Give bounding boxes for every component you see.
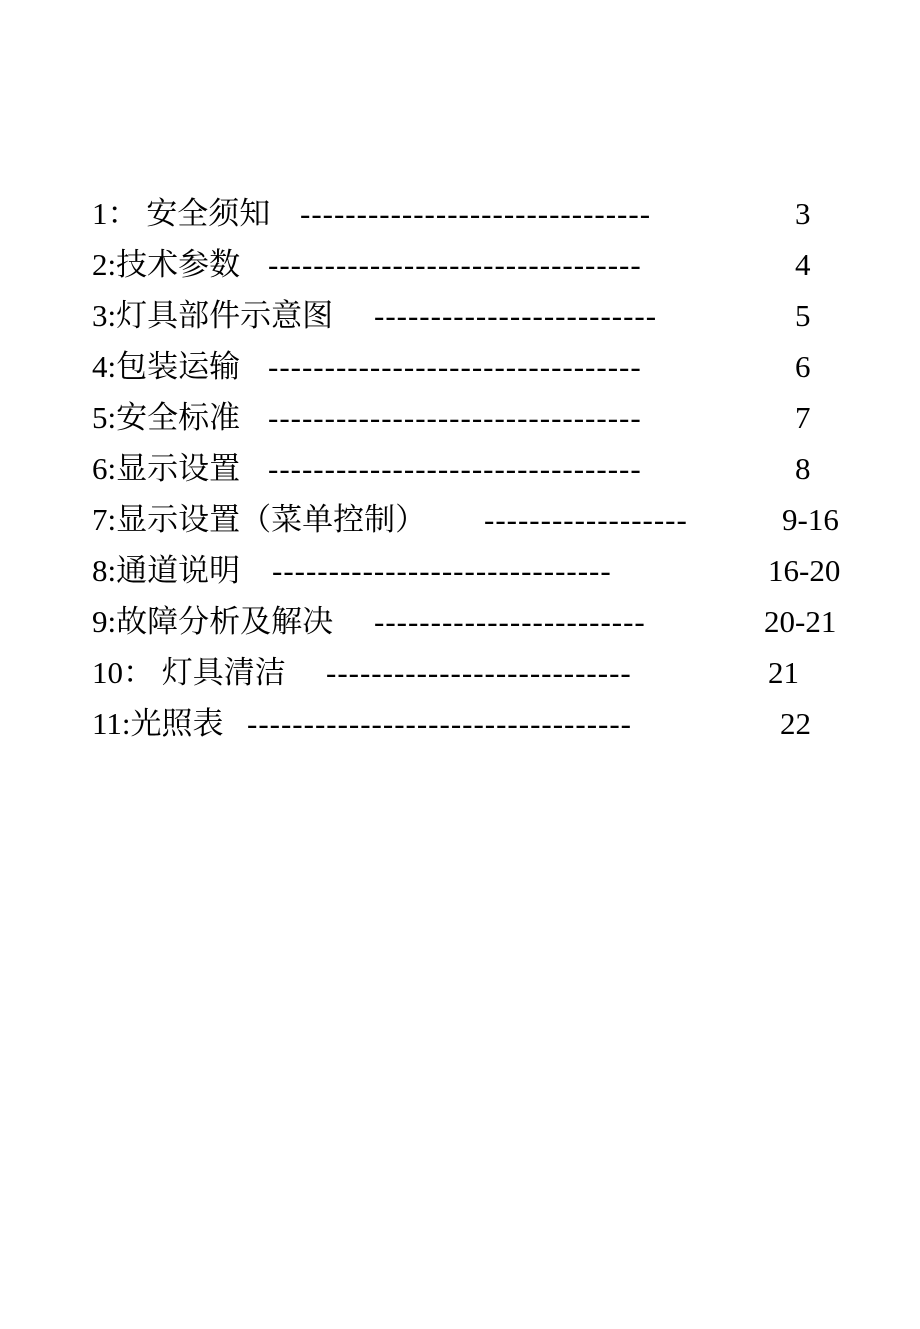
toc-entry-page: 7: [795, 400, 811, 435]
toc-entry: [92, 188, 852, 239]
toc-entry-page: 16-20: [768, 553, 841, 588]
toc-entry-title: 9:故障分析及解决: [92, 604, 334, 639]
toc-entry-leader: ------------------------: [374, 604, 646, 639]
toc-entry-page: 4: [795, 247, 811, 282]
toc-entry-title: 6:显示设置: [92, 451, 241, 486]
toc-entry-page: 21: [768, 655, 799, 690]
toc-entry-leader: ---------------------------: [326, 655, 632, 690]
toc-entry-title: 4:包装运输: [92, 349, 241, 384]
toc-entry-leader: ----------------------------------: [247, 706, 632, 741]
toc-entry-title: 11:光照表: [92, 706, 224, 741]
toc-entry: [92, 647, 852, 698]
toc-entry-leader: -------------------------------: [300, 196, 652, 231]
toc-entry-title: 2:技术参数: [92, 247, 241, 282]
toc-entry-title: 8:通道说明: [92, 553, 241, 588]
toc-entry: [92, 698, 852, 749]
table-of-contents: [92, 188, 852, 749]
toc-entry-page: 5: [795, 298, 811, 333]
toc-entry: [92, 494, 852, 545]
toc-entry-page: 22: [780, 706, 811, 741]
toc-entry-page: 20-21: [764, 604, 837, 639]
toc-entry: [92, 596, 852, 647]
toc-entry-title: 5:安全标准: [92, 400, 241, 435]
toc-entry: [92, 392, 852, 443]
toc-entry-leader: ---------------------------------: [268, 400, 642, 435]
toc-entry-page: 8: [795, 451, 811, 486]
toc-entry-title: 1： 安全须知: [92, 196, 271, 231]
toc-entry-leader: ------------------: [484, 502, 688, 537]
toc-entry-page: 6: [795, 349, 811, 384]
toc-entry: [92, 341, 852, 392]
toc-entry-leader: ------------------------------: [272, 553, 612, 588]
toc-entry-leader: -------------------------: [374, 298, 658, 333]
toc-entry: [92, 443, 852, 494]
toc-entry: [92, 290, 852, 341]
toc-entry-leader: ---------------------------------: [268, 247, 642, 282]
toc-entry-page: 9-16: [782, 502, 839, 537]
toc-entry-page: 3: [795, 196, 811, 231]
toc-entry-leader: ---------------------------------: [268, 349, 642, 384]
toc-entry: [92, 239, 852, 290]
toc-entry-title: 10： 灯具清洁: [92, 655, 286, 690]
toc-entry-title: 3:灯具部件示意图: [92, 298, 334, 333]
toc-entry-title: 7:显示设置（菜单控制）: [92, 502, 427, 537]
toc-entry: [92, 545, 852, 596]
toc-entry-leader: ---------------------------------: [268, 451, 642, 486]
